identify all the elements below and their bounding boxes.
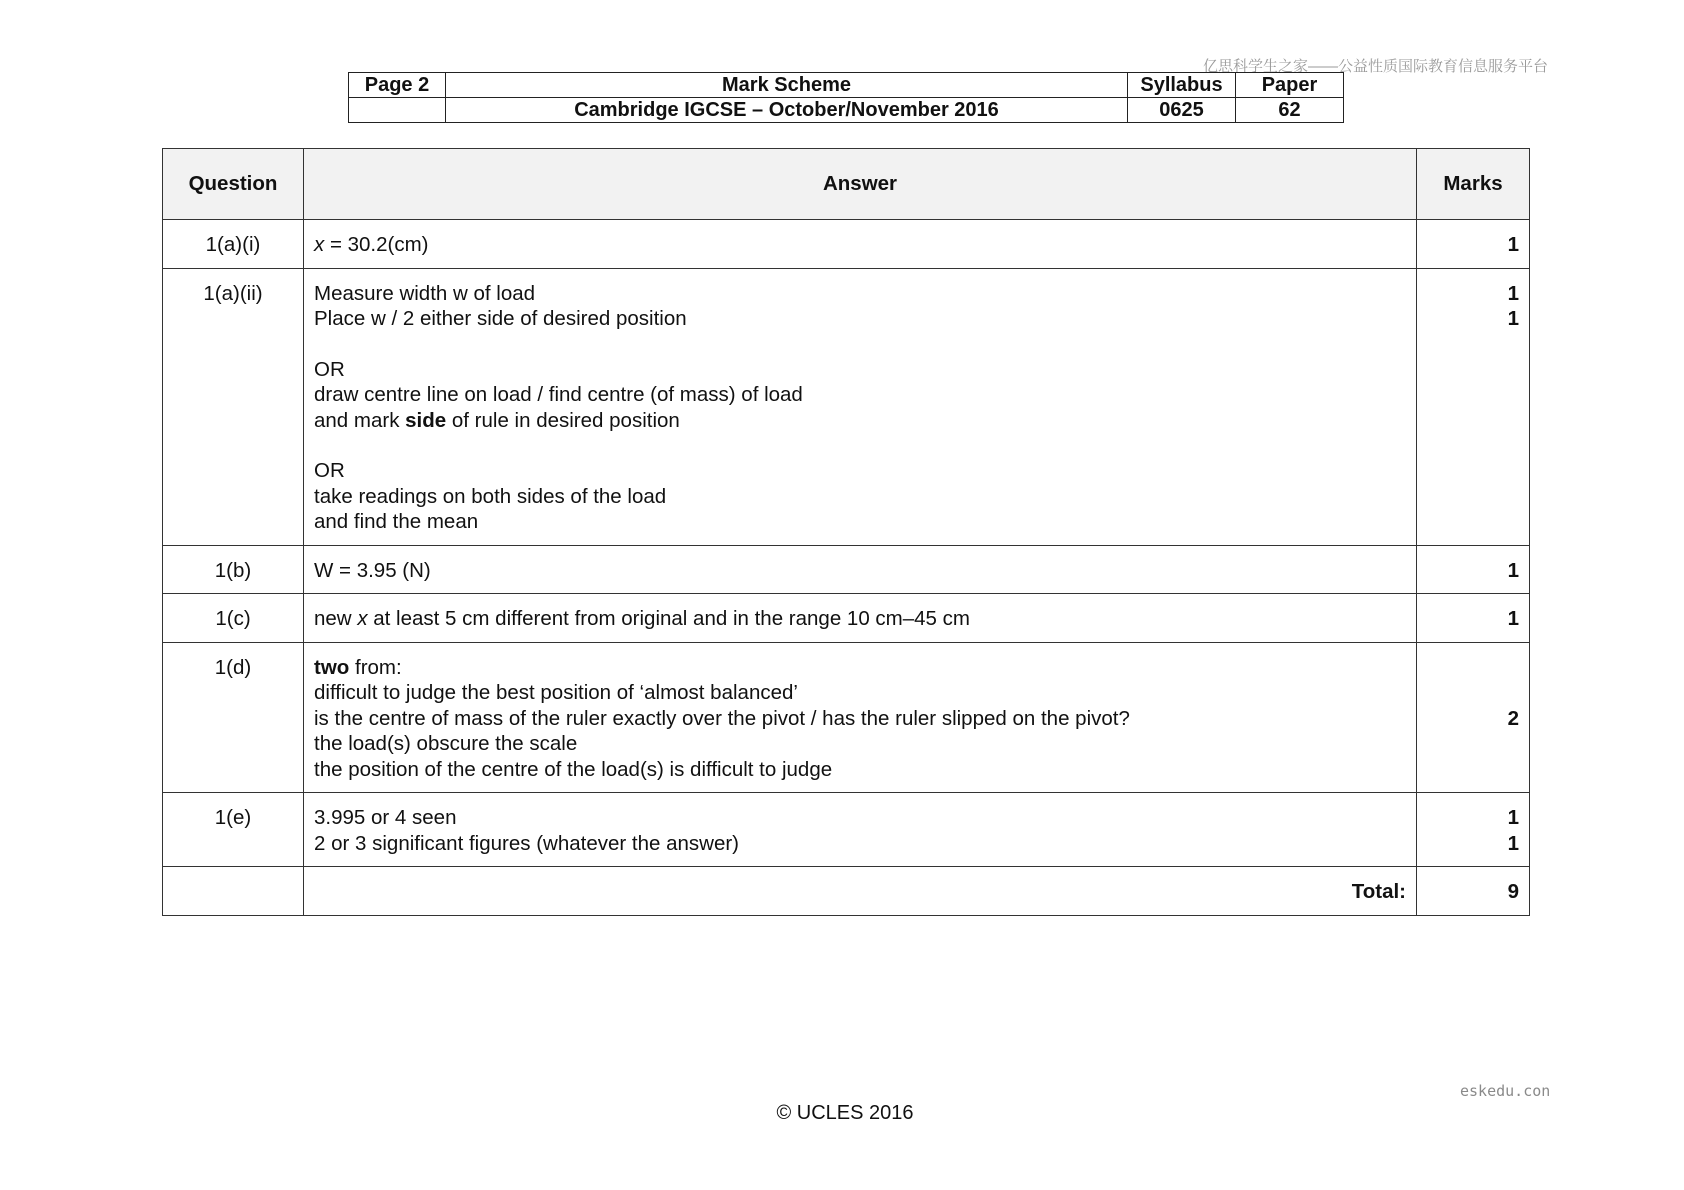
emphasis-two: two [314, 655, 350, 679]
question-id: 1(e) [163, 793, 304, 867]
question-id: 1(c) [163, 594, 304, 643]
marks-cell [1417, 793, 1530, 867]
total-label: Total: [304, 867, 1417, 916]
answer-line: 3.995 or 4 seen [314, 806, 457, 829]
answer-text: W = 3.95 (N) [304, 545, 1417, 594]
table-row [163, 642, 1530, 793]
header-subtitle: Cambridge IGCSE – October/November 2016 [446, 98, 1128, 123]
question-id: 1(b) [163, 545, 304, 594]
watermark-top: 亿思科学生之家——公益性质国际教育信息服务平台 [1202, 58, 1548, 75]
watermark-bottom: eskedu.con [1460, 1082, 1551, 1100]
header-empty-cell [349, 98, 446, 123]
answer-or: OR [314, 357, 345, 381]
copyright-footer: © UCLES 2016 [776, 1102, 914, 1124]
answer-or: OR [314, 459, 345, 482]
paper-number: 62 [1236, 98, 1344, 123]
total-row [163, 867, 1530, 916]
answer-line: draw centre line on load / find centre (of mass) of load [314, 383, 803, 406]
header-table [348, 72, 1344, 123]
col-marks: Marks [1417, 149, 1530, 220]
col-question: Question [163, 149, 304, 220]
mark-value: 1 [1507, 307, 1519, 330]
question-id: 1(a)(i) [163, 220, 304, 269]
total-empty-cell [163, 867, 304, 916]
table-row [163, 594, 1530, 643]
answer-line: and find the mean [314, 510, 479, 533]
mark-value: 1 [1417, 220, 1530, 269]
table-row [163, 220, 1530, 269]
mark-value: 1 [1507, 281, 1519, 305]
answer-cell [304, 793, 1417, 867]
syllabus-code: 0625 [1128, 98, 1236, 123]
answer-cell: new x at least 5 cm different from original and in the range 10 cm–45 cm [304, 594, 1417, 643]
variable-x: x [314, 233, 325, 256]
answer-line: difficult to judge the best position of ‘almost balanced’ [314, 681, 798, 704]
answer-line: Place w / 2 either side of desired position [314, 307, 687, 330]
answer-line: take readings on both sides of the load [314, 484, 667, 508]
answer-line: the load(s) obscure the scale [314, 732, 578, 755]
answer-cell [304, 642, 1417, 793]
mark-value: 1 [1417, 545, 1530, 594]
mark-value: 1 [1507, 831, 1519, 855]
answer-text: = 30.2(cm) [324, 233, 429, 256]
mark-value: 1 [1507, 806, 1519, 829]
answer-cell [304, 220, 1417, 269]
table-row [163, 268, 1530, 545]
answer-cell [304, 268, 1417, 545]
col-answer: Answer [304, 149, 1417, 220]
page-number: Page 2 [349, 73, 446, 98]
table-row [163, 793, 1530, 867]
answer-line: 2 or 3 significant figures (whatever the answer) [314, 831, 740, 855]
marks-cell [1417, 268, 1530, 545]
header-title: Mark Scheme [446, 73, 1128, 98]
answer-line: and mark side of rule in desired position [314, 408, 680, 432]
question-id: 1(d) [163, 642, 304, 793]
question-id: 1(a)(ii) [163, 268, 304, 545]
answer-line: the position of the centre of the load(s) is difficult to judge [314, 757, 833, 781]
emphasis-side: side [405, 408, 447, 432]
table-row [163, 545, 1530, 594]
table-header-row [163, 149, 1530, 220]
answer-line: Measure width w of load [314, 281, 536, 305]
answer-line: two from: [314, 655, 402, 679]
paper-label: Paper [1236, 73, 1344, 98]
answer-line: is the centre of mass of the ruler exactly over the pivot / has the ruler slipped on the pivot? [314, 706, 1130, 730]
syllabus-label: Syllabus [1128, 73, 1236, 98]
mark-value: 1 [1417, 594, 1530, 643]
variable-x: x [357, 607, 368, 630]
mark-scheme-table [162, 148, 1530, 916]
mark-value: 2 [1417, 642, 1530, 793]
total-value: 9 [1417, 867, 1530, 916]
